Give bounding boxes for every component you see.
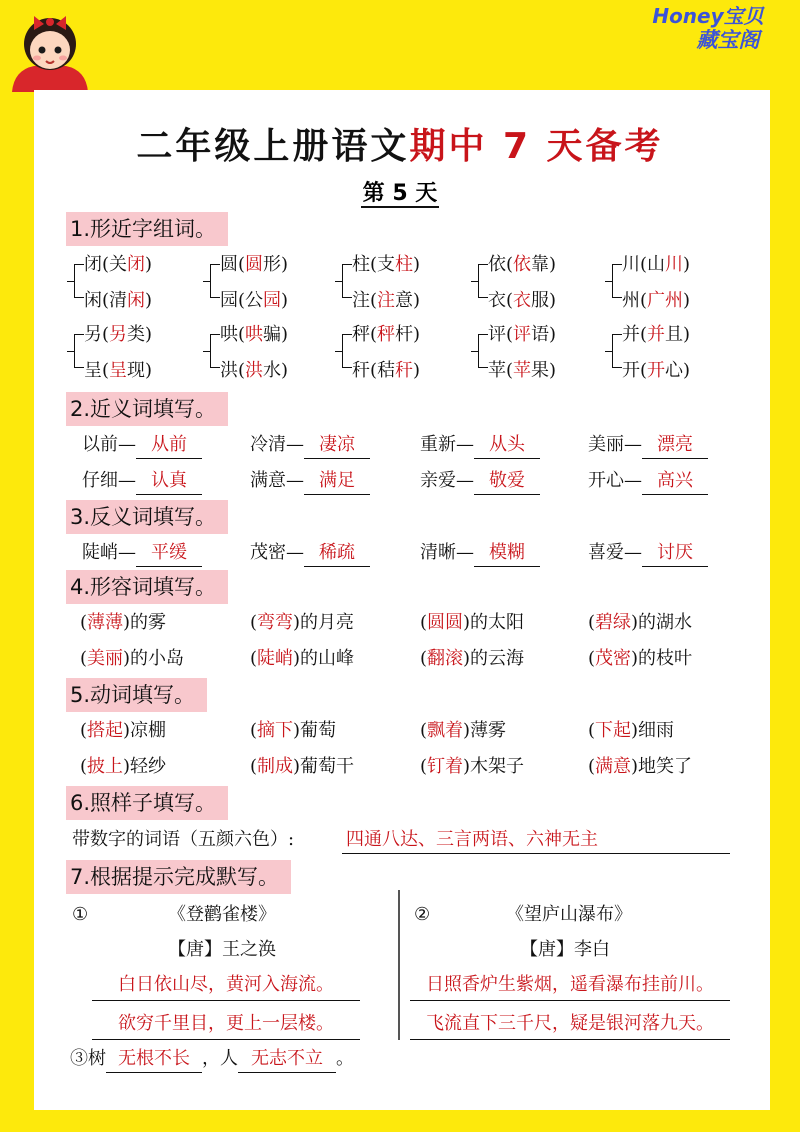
fill-paren-item: (满意)地笑了	[588, 756, 693, 777]
fill-paren-item: (碧绿)的湖水	[588, 612, 693, 633]
poem-1-title: 《登鹳雀楼》	[168, 904, 276, 925]
group-brace	[342, 334, 352, 368]
synonym-item: 陡峭— 平缓	[82, 540, 202, 567]
word-pair-item: 闭(关闭)	[84, 254, 153, 275]
synonym-item: 重新— 从头	[420, 432, 540, 459]
section-7-fill	[70, 1046, 354, 1073]
fill-paren-item: (飘着)薄雾	[420, 720, 507, 741]
fill-number: ③	[70, 1048, 88, 1069]
logo-line-2: 藏宝阁	[696, 28, 760, 52]
fill-paren-item: (圆圆)的太阳	[420, 612, 525, 633]
section-2-heading: 2.近义词填写。	[66, 392, 228, 426]
section-4-heading: 4.形容词填写。	[66, 570, 228, 604]
brand-logo	[620, 4, 796, 60]
fill-paren-item: (制成)葡萄干	[250, 756, 355, 777]
word-pair-item: 秆(秸秆)	[352, 360, 421, 381]
word-pair-item: 注(注意)	[352, 290, 421, 311]
synonym-item: 冷清— 凄凉	[250, 432, 370, 459]
group-brace	[210, 334, 220, 368]
word-pair-item: 评(评语)	[488, 324, 557, 345]
group-brace	[210, 264, 220, 298]
word-pair-item: 州(广州)	[622, 290, 691, 311]
title-part-2: 期中 7 天备考	[409, 126, 664, 167]
fill-paren-item: (披上)轻纱	[80, 756, 167, 777]
synonym-item: 开心— 高兴	[588, 468, 708, 495]
fill-answer-1: 无根不长	[106, 1046, 202, 1073]
word-pair-item: 哄(哄骗)	[220, 324, 289, 345]
group-brace	[478, 264, 488, 298]
word-pair-item: 依(依靠)	[488, 254, 557, 275]
poem-2-line-1: 日照香炉生紫烟，遥看瀑布挂前川。	[410, 970, 730, 1001]
fill-paren-item: (弯弯)的月亮	[250, 612, 355, 633]
section-6-prompt: 带数字的词语（五颜六色）:	[72, 829, 295, 850]
synonym-item: 满意— 满足	[250, 468, 370, 495]
fill-paren-item: (搭起)凉棚	[80, 720, 167, 741]
word-pair-item: 另(另类)	[84, 324, 153, 345]
poem-2-line-2: 飞流直下三千尺，疑是银河落九天。	[410, 1009, 730, 1040]
fill-paren-item: (美丽)的小岛	[80, 648, 185, 669]
synonym-item: 茂密— 稀疏	[250, 540, 370, 567]
fill-paren-item: (摘下)葡萄	[250, 720, 337, 741]
group-brace	[342, 264, 352, 298]
word-pair-item: 柱(支柱)	[352, 254, 421, 275]
synonym-item: 美丽— 漂亮	[588, 432, 708, 459]
fill-part-1: 树	[88, 1048, 106, 1069]
word-pair-item: 川(山川)	[622, 254, 691, 275]
poem-1-line-2: 欲穷千里目，更上一层楼。	[92, 1009, 360, 1040]
word-pair-item: 开(开心)	[622, 360, 691, 381]
day-label: 第 5 天	[362, 181, 438, 206]
word-pair-item: 呈(呈现)	[84, 360, 153, 381]
fill-paren-item: (下起)细雨	[588, 720, 675, 741]
fill-paren-item: (翻滚)的云海	[420, 648, 525, 669]
fill-answer-2: 无志不立	[238, 1046, 336, 1073]
section-6-heading: 6.照样子填写。	[66, 786, 228, 820]
page-title	[0, 118, 800, 169]
synonym-item: 以前— 从前	[82, 432, 202, 459]
fill-part-2: ，人	[202, 1048, 238, 1069]
poem-divider	[398, 890, 400, 1040]
synonym-item: 喜爱— 讨厌	[588, 540, 708, 567]
group-brace	[74, 264, 84, 298]
poem-2-title: 《望庐山瀑布》	[506, 904, 632, 925]
synonym-item: 清晰— 模糊	[420, 540, 540, 567]
poem-2-author: 【唐】李白	[520, 939, 610, 960]
group-brace	[612, 334, 622, 368]
word-pair-item: 园(公园)	[220, 290, 289, 311]
fill-part-3: 。	[336, 1048, 354, 1069]
word-pair-item: 苹(苹果)	[488, 360, 557, 381]
section-6-answer: 四通八达、三言两语、六神无主	[342, 827, 730, 854]
word-pair-item: 衣(衣服)	[488, 290, 557, 311]
synonym-item: 亲爱— 敬爱	[420, 468, 540, 495]
section-1-heading: 1.形近字组词。	[66, 212, 228, 246]
word-pair-item: 并(并且)	[622, 324, 691, 345]
poem-1-author: 【唐】王之涣	[168, 939, 276, 960]
section-5-heading: 5.动词填写。	[66, 678, 207, 712]
logo-line-1: Honey宝贝	[652, 4, 764, 28]
group-brace	[478, 334, 488, 368]
synonym-item: 仔细— 认真	[82, 468, 202, 495]
section-3-heading: 3.反义词填写。	[66, 500, 228, 534]
word-pair-item: 圆(圆形)	[220, 254, 289, 275]
poem-1-line-1: 白日依山尽，黄河入海流。	[92, 970, 360, 1001]
word-pair-item: 闲(清闲)	[84, 290, 153, 311]
group-brace	[74, 334, 84, 368]
fill-paren-item: (茂密)的枝叶	[588, 648, 693, 669]
section-7-heading: 7.根据提示完成默写。	[66, 860, 291, 894]
word-pair-item: 秤(秤杆)	[352, 324, 421, 345]
fill-paren-item: (钉着)木架子	[420, 756, 525, 777]
poem-2-number: ②	[414, 904, 431, 925]
word-pair-item: 洪(洪水)	[220, 360, 289, 381]
group-brace	[612, 264, 622, 298]
fill-paren-item: (薄薄)的雾	[80, 612, 167, 633]
title-part-1: 二年级上册语文	[136, 126, 410, 167]
cartoon-girl-avatar-icon	[4, 0, 96, 92]
fill-paren-item: (陡峭)的山峰	[250, 648, 355, 669]
poem-1-number: ①	[72, 904, 89, 925]
